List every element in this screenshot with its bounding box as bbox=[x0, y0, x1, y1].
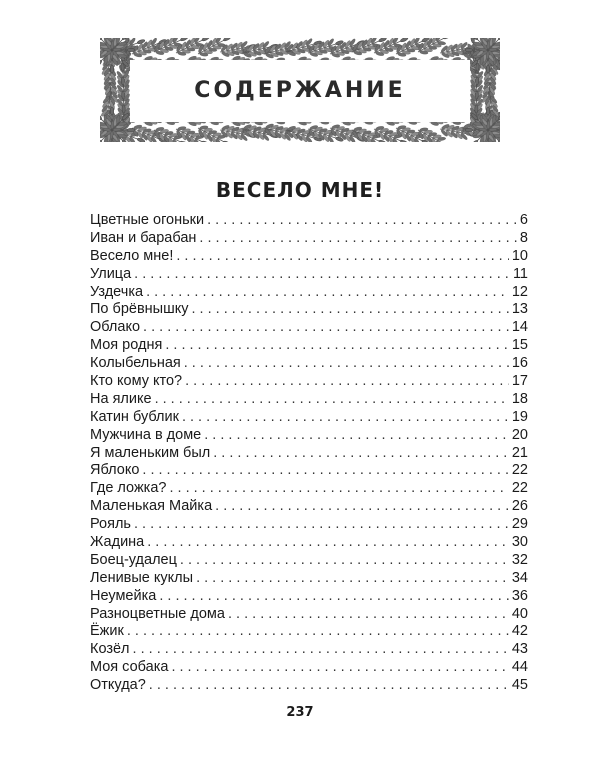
toc-entry bbox=[90, 212, 528, 230]
toc-entry-page: 18 bbox=[511, 390, 528, 407]
toc-entry bbox=[90, 301, 528, 319]
page-title: СОДЕРЖАНИЕ bbox=[194, 78, 406, 103]
toc-entry bbox=[90, 534, 528, 552]
toc-entry-title: Моя собака bbox=[90, 659, 169, 676]
toc-entry-title: Ёжик bbox=[90, 623, 124, 640]
dot-leader bbox=[143, 319, 509, 337]
toc-entry bbox=[90, 248, 528, 266]
toc-entry-title: Где ложка? bbox=[90, 480, 167, 497]
toc-entry-page: 40 bbox=[511, 605, 528, 622]
toc-entry-title: Цветные огоньки bbox=[90, 212, 205, 228]
toc-entry-page: 17 bbox=[511, 373, 528, 390]
toc-entry bbox=[90, 606, 528, 624]
toc-entry-page: 36 bbox=[511, 587, 528, 604]
toc-entry-page: 44 bbox=[511, 659, 528, 676]
toc-entry-title: Ленивые куклы bbox=[90, 569, 194, 586]
toc-entry-title: Катин бублик bbox=[90, 408, 179, 425]
dot-leader bbox=[213, 445, 509, 463]
toc-entry-page: 16 bbox=[511, 355, 528, 372]
toc-entry bbox=[90, 552, 528, 570]
toc-entry-page: 12 bbox=[511, 283, 528, 300]
toc-entry bbox=[90, 659, 528, 677]
toc-entry-page: 26 bbox=[511, 498, 528, 515]
toc-entry-title: Улица bbox=[90, 265, 132, 282]
toc-entry-title: Маленькая Майка bbox=[90, 498, 213, 515]
toc-entry bbox=[90, 623, 528, 641]
toc-entry bbox=[90, 337, 528, 355]
dot-leader bbox=[127, 623, 509, 641]
toc-entry-title: На ялике bbox=[90, 390, 152, 407]
toc-entry-page: 45 bbox=[511, 677, 528, 694]
toc-entry-page: 15 bbox=[511, 337, 528, 354]
dot-leader bbox=[169, 480, 508, 498]
toc-entry-title: Рояль bbox=[90, 516, 131, 533]
toc-entry-page: 22 bbox=[511, 462, 528, 479]
toc-entry-page: 43 bbox=[511, 641, 528, 658]
dot-leader bbox=[191, 301, 508, 319]
toc-entry bbox=[90, 677, 528, 695]
section-title: ВЕСЕЛО МНЕ! bbox=[215, 178, 385, 202]
toc-entry-page: 10 bbox=[511, 247, 528, 264]
toc-entry-title: Жадина bbox=[90, 534, 145, 551]
dot-leader bbox=[142, 462, 508, 480]
toc-entry-title: Моя родня bbox=[90, 337, 163, 354]
dot-leader bbox=[196, 570, 509, 588]
toc-entry-title: Кто кому кто? bbox=[90, 373, 183, 390]
toc-entry-page: 19 bbox=[511, 408, 528, 425]
toc-entry-page: 20 bbox=[511, 426, 528, 443]
dot-leader bbox=[180, 552, 509, 570]
toc-entry bbox=[90, 588, 528, 606]
toc-entry bbox=[90, 319, 528, 337]
toc-entry-title: Я маленьким был bbox=[90, 444, 211, 461]
toc-entry bbox=[90, 445, 528, 463]
dot-leader bbox=[184, 355, 509, 373]
dot-leader bbox=[146, 284, 509, 302]
dot-leader bbox=[133, 641, 509, 659]
toc-entry-title: Колыбельная bbox=[90, 355, 181, 372]
dot-leader bbox=[134, 266, 510, 284]
dot-leader bbox=[215, 498, 509, 516]
dot-leader bbox=[159, 588, 509, 606]
toc-entry-page: 6 bbox=[519, 212, 528, 228]
toc-entry-page: 22 bbox=[511, 480, 528, 497]
toc-entry bbox=[90, 570, 528, 588]
dot-leader bbox=[207, 212, 517, 230]
dot-leader bbox=[182, 409, 509, 427]
table-of-contents bbox=[90, 212, 528, 695]
page-number: 237 bbox=[286, 705, 314, 720]
dot-leader bbox=[147, 534, 509, 552]
dot-leader bbox=[171, 659, 508, 677]
dot-leader bbox=[185, 373, 509, 391]
toc-entry bbox=[90, 409, 528, 427]
toc-entry bbox=[90, 373, 528, 391]
toc-entry bbox=[90, 641, 528, 659]
leaf-banner bbox=[100, 38, 500, 142]
toc-entry bbox=[90, 516, 528, 534]
toc-entry bbox=[90, 427, 528, 445]
toc-entry bbox=[90, 284, 528, 302]
toc-entry-title: Разноцветные дома bbox=[90, 605, 225, 622]
toc-entry-title: По брёвнышку bbox=[90, 301, 189, 318]
toc-entry bbox=[90, 355, 528, 373]
toc-entry bbox=[90, 230, 528, 248]
dot-leader bbox=[134, 516, 509, 534]
toc-entry bbox=[90, 391, 528, 409]
toc-entry-page: 21 bbox=[511, 444, 528, 461]
toc-entry-title: Уздечка bbox=[90, 283, 144, 300]
toc-entry-page: 14 bbox=[511, 319, 528, 336]
toc-entry-title: Мужчина в доме bbox=[90, 426, 202, 443]
toc-entry-page: 30 bbox=[511, 534, 528, 551]
toc-entry bbox=[90, 498, 528, 516]
toc-entry-page: 11 bbox=[512, 265, 528, 282]
toc-entry-page: 34 bbox=[511, 569, 528, 586]
toc-entry-title: Иван и барабан bbox=[90, 229, 197, 246]
dot-leader bbox=[199, 230, 517, 248]
dot-leader bbox=[176, 248, 509, 266]
toc-entry-title: Яблоко bbox=[90, 462, 140, 479]
toc-entry-page: 42 bbox=[511, 623, 528, 640]
toc-entry-title: Облако bbox=[90, 319, 141, 336]
toc-entry-page: 13 bbox=[511, 301, 528, 318]
toc-entry bbox=[90, 480, 528, 498]
dot-leader bbox=[228, 606, 509, 624]
dot-leader bbox=[165, 337, 509, 355]
toc-entry bbox=[90, 462, 528, 480]
toc-entry-title: Боец-удалец bbox=[90, 551, 177, 568]
dot-leader bbox=[204, 427, 509, 445]
toc-entry-page: 8 bbox=[519, 229, 528, 246]
toc-entry-title: Неумейка bbox=[90, 587, 157, 604]
dot-leader bbox=[149, 677, 509, 695]
toc-entry-page: 32 bbox=[511, 551, 528, 568]
toc-entry-title: Козёл bbox=[90, 641, 130, 658]
toc-entry-page: 29 bbox=[511, 516, 528, 533]
toc-entry-title: Откуда? bbox=[90, 677, 146, 694]
toc-entry-title: Весело мне! bbox=[90, 247, 174, 264]
toc-entry bbox=[90, 266, 528, 284]
dot-leader bbox=[155, 391, 509, 409]
